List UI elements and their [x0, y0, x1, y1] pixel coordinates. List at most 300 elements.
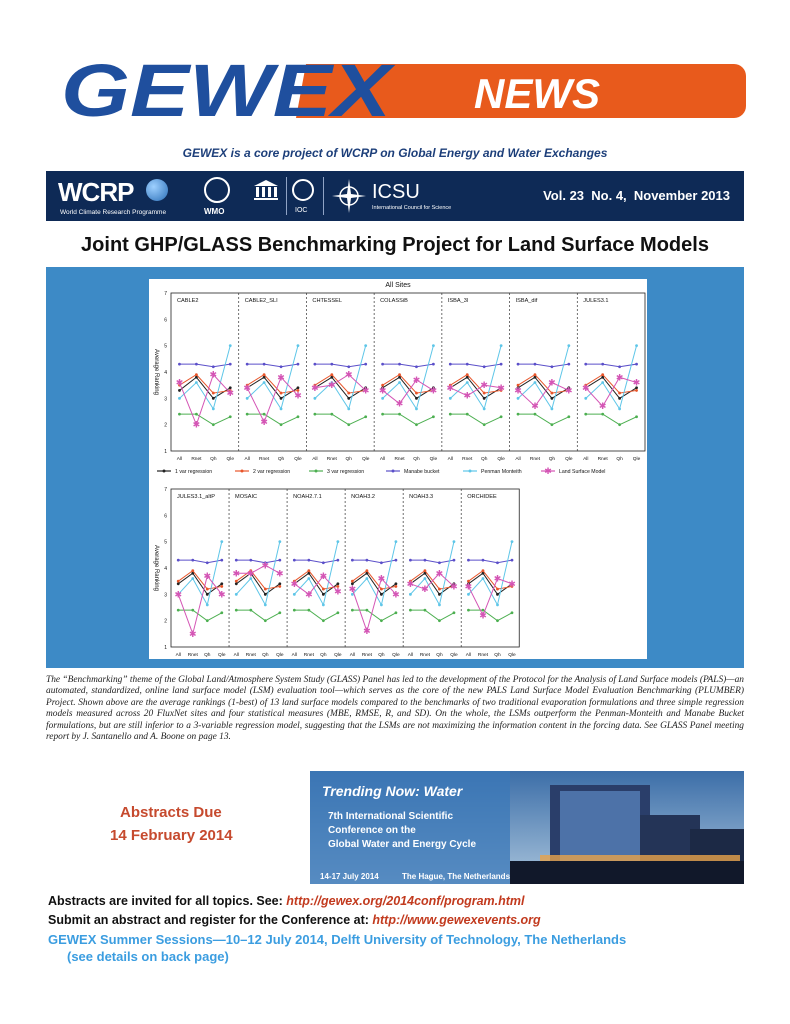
series-line: [247, 375, 298, 393]
plot-frame-row-2: [171, 489, 519, 647]
series-point: [278, 582, 281, 585]
series-point: [449, 413, 452, 416]
series-point: [511, 559, 514, 562]
series-point: [263, 381, 266, 384]
series-point: [635, 415, 638, 418]
series-point: [191, 577, 194, 580]
x-tick-label: All: [244, 457, 250, 462]
series-point: [432, 344, 435, 347]
series-point: [351, 580, 354, 583]
series-point: [297, 363, 300, 366]
wcrp-subtitle: World Climate Research Programme: [60, 209, 167, 216]
x-tick-label: Qh: [413, 457, 420, 462]
x-tick-label: Rnet: [462, 457, 473, 462]
plot-frame-row-1: [171, 293, 645, 451]
series-point: [365, 609, 368, 612]
lsm-marker: ✱: [226, 389, 235, 400]
panel-title: ISBA_3l: [447, 298, 469, 304]
globe-icon: [146, 179, 168, 201]
series-line: [383, 364, 434, 367]
series-point: [483, 423, 486, 426]
lsm-marker: ✱: [392, 590, 400, 601]
register-link[interactable]: http://www.gewexevents.org: [372, 913, 541, 927]
series-point: [409, 609, 412, 612]
submit-abstract-line: [48, 913, 541, 927]
series-point: [212, 407, 215, 410]
lsm-marker: ✱: [243, 383, 251, 394]
lsm-marker: ✱: [421, 585, 429, 596]
abstracts-invited-line: [48, 894, 525, 908]
series-point: [235, 593, 238, 596]
series-point: [365, 569, 368, 572]
lsm-marker: ✱: [290, 579, 299, 590]
series-point: [191, 559, 194, 562]
series-point: [336, 611, 339, 614]
series-point: [483, 407, 486, 410]
series-point: [307, 577, 310, 580]
series-point: [195, 363, 198, 366]
series-line: [468, 571, 512, 589]
x-tick-label: Qle: [508, 653, 516, 658]
summer-sessions-line: GEWEX Summer Sessions—10–12 July 2014, Delft University of Technology, The Netherlands: [48, 932, 627, 947]
series-point: [177, 582, 180, 585]
series-point: [584, 413, 587, 416]
lsm-marker: ✱: [615, 373, 624, 384]
x-tick-label: Qh: [494, 653, 501, 658]
series-line: [178, 542, 222, 605]
series-point: [381, 413, 384, 416]
conference-dates: 14-17 July 2014: [320, 872, 379, 881]
series-point: [263, 363, 266, 366]
lsm-marker: ✱: [209, 370, 218, 381]
series-point: [482, 559, 485, 562]
x-tick-label: All: [515, 457, 521, 462]
x-tick-label: All: [407, 653, 414, 658]
lsm-marker: ✱: [277, 373, 285, 384]
legend-marker: [469, 470, 472, 473]
lsm-marker: ✱: [344, 370, 353, 381]
series-line: [247, 414, 298, 425]
series-line: [586, 414, 637, 425]
x-tick-label: Qle: [226, 457, 234, 462]
series-point: [380, 603, 383, 606]
series-line: [294, 571, 338, 589]
x-tick-label: Qle: [361, 457, 370, 462]
program-link[interactable]: http://gewex.org/2014conf/program.html: [286, 894, 525, 908]
series-point: [246, 363, 249, 366]
series-point: [496, 603, 499, 606]
unesco-temple-icon: [253, 179, 279, 201]
series-point: [220, 559, 223, 562]
lsm-marker: ✱: [497, 383, 505, 394]
series-line: [352, 560, 396, 563]
series-point: [313, 413, 316, 416]
series-point: [297, 386, 300, 389]
series-point: [415, 392, 418, 395]
series-line: [315, 346, 366, 409]
series-point: [351, 609, 354, 612]
series-line: [294, 610, 338, 621]
lsm-marker: ✱: [361, 386, 370, 397]
legend-label: 2 var regression: [253, 469, 291, 475]
lsm-marker: ✱: [232, 569, 241, 580]
series-line: [410, 560, 454, 563]
lsm-marker: ✱: [412, 375, 421, 386]
x-tick-label: Qle: [632, 457, 641, 462]
series-point: [500, 363, 503, 366]
conference-line-1: 7th International Scientific: [328, 811, 454, 822]
series-point: [496, 588, 499, 591]
y-tick-label: 4: [164, 370, 167, 376]
series-line: [450, 414, 501, 425]
panel-title: NOAH3.3: [409, 494, 434, 500]
wmo-label: WMO: [204, 207, 225, 216]
conference-banner[interactable]: [310, 771, 744, 884]
series-point: [220, 582, 223, 585]
x-tick-label: Qh: [436, 653, 443, 658]
x-tick-label: Qh: [277, 457, 285, 462]
series-point: [365, 559, 368, 562]
lsm-marker: ✱: [305, 590, 313, 601]
x-tick-label: Rnet: [361, 653, 372, 658]
series-point: [550, 397, 553, 400]
series-point: [511, 540, 514, 543]
figure-area: [149, 279, 647, 659]
series-point: [500, 344, 503, 347]
abstracts-due-heading: Abstracts Due: [120, 804, 222, 821]
lsm-marker: ✱: [261, 561, 270, 572]
x-tick-label: All: [233, 653, 239, 658]
lsm-marker: ✱: [581, 383, 590, 394]
lsm-marker: ✱: [378, 386, 387, 397]
lsm-marker: ✱: [395, 399, 404, 410]
series-point: [347, 407, 350, 410]
series-line: [518, 364, 569, 367]
lsm-marker: ✱: [174, 590, 183, 601]
x-tick-label: Qle: [429, 457, 438, 462]
legend-label: 3 var regression: [327, 469, 365, 475]
series-line: [586, 364, 637, 367]
y-axis-label: Average Ranking: [153, 545, 159, 591]
panel-title: JULES3.1_altP: [177, 494, 215, 500]
x-tick-label: Qh: [548, 457, 556, 462]
x-tick-label: Rnet: [303, 653, 314, 658]
series-point: [264, 588, 267, 591]
panel-title: COLASSiB: [380, 298, 408, 304]
series-point: [567, 344, 570, 347]
legend-label: Land Surface Model: [559, 469, 606, 475]
series-point: [249, 559, 252, 562]
icsu-compass-icon: [332, 179, 366, 213]
series-point: [550, 365, 553, 368]
series-point: [330, 363, 333, 366]
lsm-marker: ✱: [319, 571, 328, 582]
series-point: [438, 593, 441, 596]
series-point: [517, 397, 520, 400]
series-point: [177, 580, 180, 583]
x-tick-label: Qh: [204, 653, 211, 658]
series-point: [432, 363, 435, 366]
series-point: [195, 373, 198, 376]
series-point: [511, 611, 514, 614]
series-point: [330, 373, 333, 376]
series-point: [280, 397, 283, 400]
series-point: [635, 389, 638, 392]
series-line: [586, 375, 637, 393]
series-point: [496, 619, 499, 622]
lsm-marker: ✱: [463, 391, 472, 402]
lsm-marker: ✱: [450, 582, 458, 593]
y-tick-label: 2: [164, 618, 167, 625]
lsm-marker: ✱: [276, 569, 284, 580]
series-point: [409, 559, 412, 562]
series-point: [178, 363, 181, 366]
x-tick-label: Qle: [334, 653, 342, 658]
series-point: [313, 363, 316, 366]
series-point: [415, 423, 418, 426]
series-point: [466, 373, 469, 376]
series-point: [395, 559, 398, 562]
x-tick-label: Rnet: [529, 457, 541, 462]
series-point: [347, 365, 350, 368]
series-point: [482, 569, 485, 572]
series-point: [380, 588, 383, 591]
series-line: [352, 571, 396, 589]
panel-title: NOAH2.7.1: [293, 494, 322, 500]
issue-info: Vol. 23 No. 4, November 2013: [543, 188, 730, 203]
series-point: [466, 381, 469, 384]
series-line: [450, 364, 501, 367]
series-point: [264, 593, 267, 596]
y-tick-label: 5: [164, 343, 167, 350]
x-tick-label: All: [175, 653, 181, 658]
series-point: [293, 559, 296, 562]
series-point: [483, 365, 486, 368]
series-point: [550, 392, 553, 395]
series-point: [220, 540, 223, 543]
x-tick-label: Qle: [294, 457, 302, 462]
legend-marker: [163, 470, 166, 473]
series-point: [322, 603, 325, 606]
series-point: [415, 365, 418, 368]
series-line: [294, 542, 338, 605]
series-point: [601, 413, 604, 416]
series-point: [336, 559, 339, 562]
series-point: [395, 585, 398, 588]
series-point: [584, 397, 587, 400]
lsm-marker: ✱: [565, 386, 573, 397]
series-point: [293, 593, 296, 596]
series-line: [178, 560, 222, 563]
series-point: [293, 609, 296, 612]
series-point: [398, 413, 401, 416]
series-point: [278, 540, 281, 543]
series-point: [313, 397, 316, 400]
series-point: [601, 373, 604, 376]
series-point: [635, 344, 638, 347]
series-point: [220, 611, 223, 614]
series-point: [534, 413, 537, 416]
series-point: [235, 559, 238, 562]
partner-band: [46, 171, 744, 221]
lsm-marker: ✱: [348, 585, 357, 596]
panel-title: NOAH3.2: [351, 494, 376, 500]
series-point: [235, 582, 238, 585]
y-tick-label: 7: [164, 487, 167, 493]
series-point: [264, 603, 267, 606]
lsm-marker: ✱: [218, 590, 226, 601]
series-point: [336, 582, 339, 585]
legend-marker: [315, 470, 318, 473]
wcrp-logo-text: WCRP: [58, 177, 134, 207]
x-tick-label: All: [465, 653, 472, 658]
series-point: [438, 619, 441, 622]
series-line: [383, 414, 434, 425]
x-tick-label: Rnet: [187, 653, 198, 658]
x-tick-label: All: [583, 457, 589, 462]
x-tick-label: Qh: [262, 653, 269, 658]
series-line: [294, 560, 338, 563]
series-point: [229, 344, 232, 347]
series-line: [518, 375, 569, 393]
series-point: [424, 609, 427, 612]
series-line: [586, 346, 637, 409]
series-point: [496, 561, 499, 564]
chart-title: All Sites: [385, 282, 411, 289]
series-point: [195, 413, 198, 416]
series-line: [518, 414, 569, 425]
series-point: [212, 365, 215, 368]
series-line: [179, 364, 230, 367]
series-line: [468, 560, 512, 563]
y-tick-label: 6: [164, 317, 167, 324]
series-point: [496, 593, 499, 596]
legend-marker: [392, 470, 395, 473]
series-point: [280, 423, 283, 426]
lsm-marker: ✱: [429, 386, 438, 397]
y-tick-label: 2: [164, 422, 167, 429]
tagline: GEWEX is a core project of WCRP on Global Energy and Water Exchanges: [182, 146, 608, 160]
abstracts-invited-text: Abstracts are invited for all topics. See:: [48, 894, 287, 908]
y-tick-label: 7: [164, 291, 167, 297]
series-point: [278, 585, 281, 588]
series-point: [449, 397, 452, 400]
conference-line-2: Conference on the: [328, 825, 416, 836]
series-line: [383, 346, 434, 409]
series-point: [438, 588, 441, 591]
series-line: [247, 364, 298, 367]
x-tick-label: Qle: [218, 653, 226, 658]
series-point: [635, 363, 638, 366]
series-point: [517, 363, 520, 366]
panel-title: CABLE2_SLI: [244, 298, 278, 304]
series-point: [297, 344, 300, 347]
y-tick-label: 3: [164, 396, 167, 403]
series-point: [263, 413, 266, 416]
series-point: [330, 413, 333, 416]
lsm-marker: ✱: [377, 574, 386, 585]
series-point: [246, 397, 249, 400]
series-line: [450, 346, 501, 409]
x-tick-label: Qle: [565, 457, 573, 462]
series-point: [409, 593, 412, 596]
series-point: [278, 611, 281, 614]
series-line: [352, 579, 396, 632]
series-point: [178, 389, 181, 392]
series-point: [235, 580, 238, 583]
series-line: [410, 610, 454, 621]
series-point: [381, 397, 384, 400]
series-point: [351, 559, 354, 562]
x-tick-label: Rnet: [191, 457, 202, 462]
back-page-note: (see details on back page): [67, 949, 229, 964]
lsm-marker: ✱: [203, 571, 212, 582]
gewex-news-logo: [46, 48, 746, 130]
series-point: [517, 413, 520, 416]
x-tick-label: Qle: [276, 653, 284, 658]
lsm-marker: ✱: [192, 420, 201, 431]
series-line: [450, 385, 501, 396]
series-point: [453, 540, 456, 543]
x-tick-label: All: [447, 457, 453, 462]
series-point: [380, 561, 383, 564]
series-point: [364, 344, 367, 347]
series-line: [315, 414, 366, 425]
rankings-chart: [149, 279, 647, 659]
x-tick-label: Qh: [320, 653, 327, 658]
series-point: [246, 413, 249, 416]
legend-marker: [241, 470, 244, 473]
series-point: [438, 561, 441, 564]
series-point: [322, 593, 325, 596]
series-line: [410, 573, 454, 589]
lsm-marker: ✱: [334, 587, 342, 598]
series-point: [195, 381, 198, 384]
series-point: [264, 619, 267, 622]
series-line: [352, 610, 396, 621]
y-tick-label: 1: [164, 449, 167, 455]
series-point: [380, 619, 383, 622]
series-point: [467, 609, 470, 612]
series-point: [177, 559, 180, 562]
series-point: [364, 415, 367, 418]
series-point: [336, 540, 339, 543]
series-point: [466, 363, 469, 366]
series-point: [534, 373, 537, 376]
lsm-marker: ✱: [548, 378, 556, 389]
ioc-label: IOC: [295, 207, 308, 214]
series-point: [229, 415, 232, 418]
series-point: [467, 593, 470, 596]
series-point: [280, 365, 283, 368]
series-point: [178, 397, 181, 400]
series-point: [415, 397, 418, 400]
series-point: [365, 577, 368, 580]
series-point: [567, 363, 570, 366]
lsm-marker: ✱: [311, 383, 319, 394]
lsm-marker: ✱: [480, 381, 488, 392]
series-point: [466, 413, 469, 416]
series-point: [278, 559, 281, 562]
x-tick-label: Rnet: [477, 653, 489, 658]
series-point: [380, 593, 383, 596]
series-point: [263, 373, 266, 376]
x-tick-label: Rnet: [259, 457, 270, 462]
series-line: [518, 346, 569, 409]
panel-title: MOSAIC: [235, 494, 258, 500]
lsm-marker: ✱: [260, 418, 268, 429]
y-tick-label: 5: [164, 539, 167, 546]
